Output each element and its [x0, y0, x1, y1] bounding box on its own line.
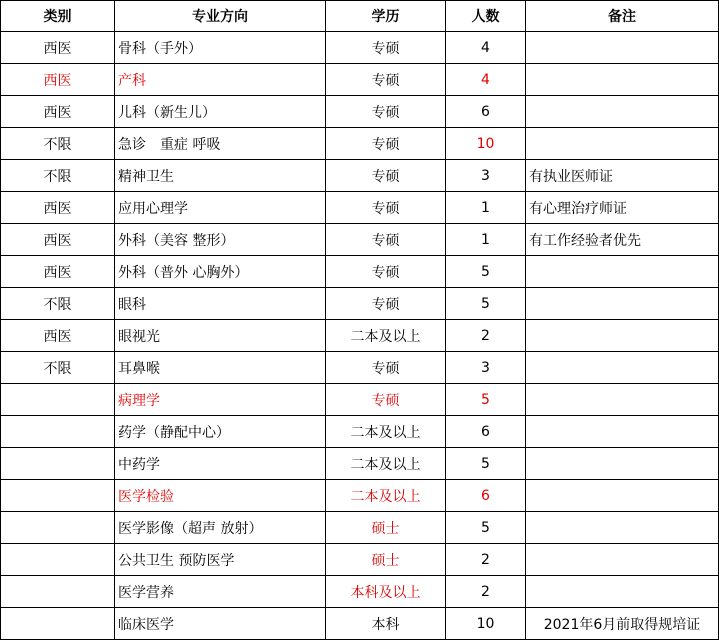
cell-major[interactable]: 药学（静配中心） [115, 416, 326, 448]
cell-major[interactable]: 外科（美容 整形） [115, 224, 326, 256]
cell-category[interactable] [1, 416, 115, 448]
cell-education[interactable]: 专硕 [326, 96, 446, 128]
table-row [1, 416, 719, 448]
table-row [1, 256, 719, 288]
cell-count[interactable]: 2 [446, 320, 526, 352]
cell-major[interactable]: 外科（普外 心胸外） [115, 256, 326, 288]
cell-major[interactable]: 医学营养 [115, 576, 326, 608]
cell-education[interactable]: 专硕 [326, 288, 446, 320]
cell-major[interactable]: 公共卫生 预防医学 [115, 544, 326, 576]
cell-education[interactable]: 二本及以上 [326, 320, 446, 352]
cell-major[interactable]: 耳鼻喉 [115, 352, 326, 384]
cell-category[interactable]: 不限 [1, 160, 115, 192]
cell-note[interactable] [526, 64, 719, 96]
cell-note[interactable] [526, 256, 719, 288]
cell-category[interactable]: 西医 [1, 320, 115, 352]
cell-count[interactable]: 5 [446, 512, 526, 544]
header-count[interactable]: 人数 [446, 1, 526, 32]
cell-count[interactable]: 6 [446, 480, 526, 512]
cell-note[interactable] [526, 96, 719, 128]
cell-category[interactable] [1, 512, 115, 544]
cell-education[interactable]: 专硕 [326, 224, 446, 256]
cell-major[interactable]: 眼视光 [115, 320, 326, 352]
cell-major[interactable]: 急诊 重症 呼吸 [115, 128, 326, 160]
table-row [1, 320, 719, 352]
cell-count[interactable]: 10 [446, 128, 526, 160]
cell-education[interactable]: 专硕 [326, 192, 446, 224]
cell-count[interactable]: 5 [446, 384, 526, 416]
cell-note[interactable] [526, 576, 719, 608]
table-row [1, 352, 719, 384]
table-row [1, 480, 719, 512]
cell-education[interactable]: 专硕 [326, 160, 446, 192]
cell-note[interactable]: 有工作经验者优先 [526, 224, 719, 256]
cell-category[interactable]: 西医 [1, 64, 115, 96]
cell-note[interactable]: 有执业医师证 [526, 160, 719, 192]
cell-major[interactable]: 眼科 [115, 288, 326, 320]
cell-count[interactable]: 5 [446, 288, 526, 320]
cell-note[interactable] [526, 416, 719, 448]
cell-count[interactable]: 4 [446, 64, 526, 96]
cell-category[interactable] [1, 608, 115, 640]
cell-major[interactable]: 医学影像（超声 放射） [115, 512, 326, 544]
cell-education[interactable]: 专硕 [326, 32, 446, 64]
cell-education[interactable]: 本科及以上 [326, 576, 446, 608]
cell-count[interactable]: 2 [446, 576, 526, 608]
cell-major[interactable]: 精神卫生 [115, 160, 326, 192]
table-row [1, 160, 719, 192]
cell-major[interactable]: 医学检验 [115, 480, 326, 512]
table-row [1, 192, 719, 224]
cell-count[interactable]: 3 [446, 160, 526, 192]
cell-count[interactable]: 6 [446, 96, 526, 128]
table-row [1, 288, 719, 320]
cell-education[interactable]: 硕士 [326, 544, 446, 576]
cell-major[interactable]: 儿科（新生儿） [115, 96, 326, 128]
cell-note[interactable] [526, 512, 719, 544]
table-row [1, 32, 719, 64]
table-row [1, 448, 719, 480]
cell-education[interactable]: 二本及以上 [326, 448, 446, 480]
header-major[interactable]: 专业方向 [115, 1, 326, 32]
cell-category[interactable]: 不限 [1, 128, 115, 160]
cell-count[interactable]: 3 [446, 352, 526, 384]
cell-category[interactable]: 不限 [1, 288, 115, 320]
header-category[interactable]: 类别 [1, 1, 115, 32]
cell-major[interactable]: 产科 [115, 64, 326, 96]
table-row [1, 544, 719, 576]
cell-note[interactable] [526, 544, 719, 576]
cell-category[interactable] [1, 480, 115, 512]
cell-education[interactable]: 硕士 [326, 512, 446, 544]
table-row [1, 96, 719, 128]
table-row [1, 224, 719, 256]
cell-note[interactable] [526, 384, 719, 416]
header-row [1, 1, 719, 32]
table-row [1, 128, 719, 160]
cell-count[interactable]: 4 [446, 32, 526, 64]
cell-note[interactable]: 2021年6月前取得规培证 [526, 608, 719, 640]
cell-category[interactable]: 西医 [1, 32, 115, 64]
cell-note[interactable] [526, 128, 719, 160]
table-row [1, 512, 719, 544]
cell-count[interactable]: 2 [446, 544, 526, 576]
table-row [1, 64, 719, 96]
cell-major[interactable]: 中药学 [115, 448, 326, 480]
cell-major[interactable]: 骨科（手外） [115, 32, 326, 64]
cell-category[interactable]: 西医 [1, 192, 115, 224]
cell-count[interactable]: 1 [446, 224, 526, 256]
cell-category[interactable] [1, 576, 115, 608]
table-row [1, 384, 719, 416]
cell-note[interactable] [526, 320, 719, 352]
cell-category[interactable]: 不限 [1, 352, 115, 384]
cell-education[interactable]: 专硕 [326, 128, 446, 160]
cell-category[interactable]: 西医 [1, 96, 115, 128]
cell-count[interactable]: 6 [446, 416, 526, 448]
table-row [1, 576, 719, 608]
cell-note[interactable]: 有心理治疗师证 [526, 192, 719, 224]
cell-education[interactable]: 专硕 [326, 352, 446, 384]
cell-major[interactable]: 临床医学 [115, 608, 326, 640]
cell-major[interactable]: 应用心理学 [115, 192, 326, 224]
cell-education[interactable]: 专硕 [326, 256, 446, 288]
cell-count[interactable]: 5 [446, 256, 526, 288]
cell-note[interactable] [526, 448, 719, 480]
cell-note[interactable] [526, 288, 719, 320]
cell-count[interactable]: 5 [446, 448, 526, 480]
cell-education[interactable]: 专硕 [326, 384, 446, 416]
header-education[interactable]: 学历 [326, 1, 446, 32]
cell-note[interactable] [526, 480, 719, 512]
cell-education[interactable]: 本科 [326, 608, 446, 640]
header-note[interactable]: 备注 [526, 1, 719, 32]
cell-count[interactable]: 10 [446, 608, 526, 640]
cell-note[interactable] [526, 32, 719, 64]
cell-category[interactable] [1, 448, 115, 480]
cell-category[interactable]: 西医 [1, 256, 115, 288]
cell-education[interactable]: 专硕 [326, 64, 446, 96]
cell-education[interactable]: 二本及以上 [326, 480, 446, 512]
cell-count[interactable]: 1 [446, 192, 526, 224]
cell-major[interactable]: 病理学 [115, 384, 326, 416]
cell-category[interactable]: 西医 [1, 224, 115, 256]
table-row [1, 608, 719, 640]
cell-note[interactable] [526, 352, 719, 384]
cell-category[interactable] [1, 384, 115, 416]
cell-education[interactable]: 二本及以上 [326, 416, 446, 448]
cell-category[interactable] [1, 544, 115, 576]
